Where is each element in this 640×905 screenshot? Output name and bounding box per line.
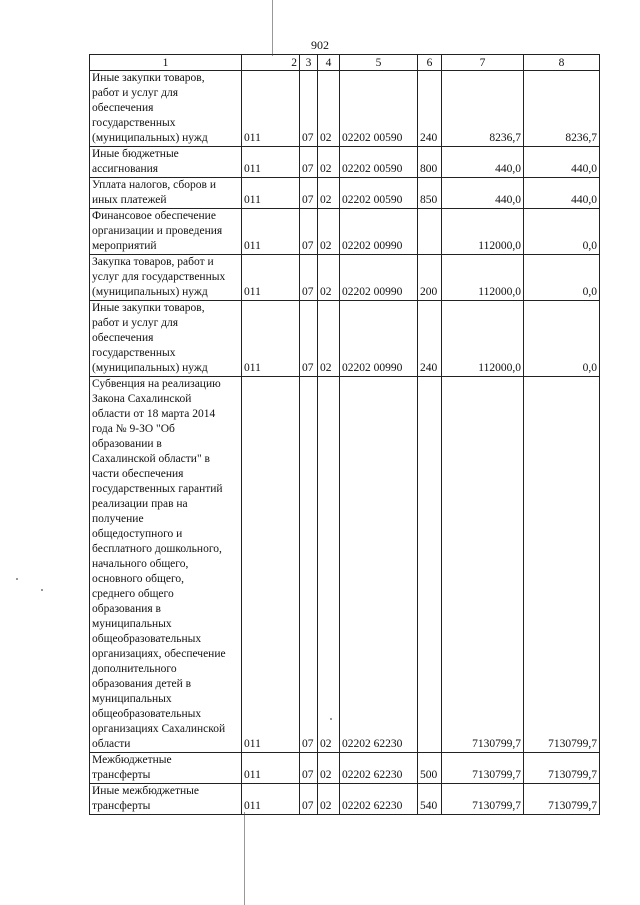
row-amount-col8: 0,0 (524, 255, 600, 301)
header-row (90, 55, 600, 71)
row-code-subsection: 02 (318, 178, 340, 209)
row-code-target: 02202 00590 (340, 178, 418, 209)
row-code-ministry: 011 (242, 71, 300, 147)
row-code-ministry: 011 (242, 377, 300, 753)
row-code-expense-type: 240 (418, 71, 442, 147)
row-code-expense-type: 800 (418, 147, 442, 178)
table-row (90, 147, 600, 178)
row-code-ministry: 011 (242, 255, 300, 301)
row-amount-col7: 8236,7 (442, 71, 524, 147)
row-code-target: 02202 00590 (340, 71, 418, 147)
scan-speck (41, 589, 43, 591)
row-amount-col8: 7130799,7 (524, 784, 600, 815)
row-name: Иные межбюджетные трансферты (90, 784, 242, 815)
row-code-section: 07 (300, 255, 318, 301)
scan-fold-line (272, 0, 273, 56)
scan-fold-line (244, 812, 245, 905)
col-header-5: 5 (340, 55, 418, 71)
row-amount-col7: 440,0 (442, 147, 524, 178)
row-amount-col7: 112000,0 (442, 209, 524, 255)
row-code-section: 07 (300, 784, 318, 815)
row-code-section: 07 (300, 71, 318, 147)
row-amount-col7: 440,0 (442, 178, 524, 209)
row-code-ministry: 011 (242, 147, 300, 178)
row-amount-col8: 0,0 (524, 209, 600, 255)
col-header-1: 1 (90, 55, 242, 71)
row-code-section: 07 (300, 209, 318, 255)
row-name: Иные закупки товаров, работ и услуг для обеспечения государственных (муниципальных) нужд (90, 71, 242, 147)
row-code-section: 07 (300, 178, 318, 209)
table-row (90, 71, 600, 147)
scan-speck (330, 718, 332, 720)
table-row (90, 784, 600, 815)
table-row (90, 301, 600, 377)
row-amount-col8: 440,0 (524, 178, 600, 209)
row-name: Закупка товаров, работ и услуг для государственных (муниципальных) нужд (90, 255, 242, 301)
row-name: Иные закупки товаров, работ и услуг для обеспечения государственных (муниципальных) нужд (90, 301, 242, 377)
row-code-subsection: 02 (318, 209, 340, 255)
row-code-subsection: 02 (318, 255, 340, 301)
row-code-subsection: 02 (318, 377, 340, 753)
row-amount-col8: 7130799,7 (524, 377, 600, 753)
table-row (90, 209, 600, 255)
col-header-3: 3 (300, 55, 318, 71)
row-code-target: 02202 62230 (340, 377, 418, 753)
row-code-expense-type (418, 377, 442, 753)
row-amount-col7: 112000,0 (442, 301, 524, 377)
row-amount-col8: 7130799,7 (524, 753, 600, 784)
row-code-subsection: 02 (318, 301, 340, 377)
row-name: Межбюджетные трансферты (90, 753, 242, 784)
row-amount-col7: 7130799,7 (442, 753, 524, 784)
row-code-section: 07 (300, 753, 318, 784)
row-code-expense-type: 200 (418, 255, 442, 301)
row-amount-col8: 440,0 (524, 147, 600, 178)
row-name: Уплата налогов, сборов и иных платежей (90, 178, 242, 209)
row-name: Иные бюджетные ассигнования (90, 147, 242, 178)
row-code-target: 02202 00990 (340, 255, 418, 301)
row-code-subsection: 02 (318, 71, 340, 147)
row-code-target: 02202 00990 (340, 209, 418, 255)
scan-speck (16, 578, 18, 580)
row-code-expense-type: 240 (418, 301, 442, 377)
row-code-target: 02202 00990 (340, 301, 418, 377)
col-header-8: 8 (524, 55, 600, 71)
row-code-ministry: 011 (242, 784, 300, 815)
row-amount-col8: 8236,7 (524, 71, 600, 147)
row-code-target: 02202 62230 (340, 784, 418, 815)
col-header-4: 4 (318, 55, 340, 71)
table-row (90, 178, 600, 209)
col-header-6: 6 (418, 55, 442, 71)
row-code-ministry: 011 (242, 178, 300, 209)
row-amount-col7: 112000,0 (442, 255, 524, 301)
table-row (90, 255, 600, 301)
col-header-7: 7 (442, 55, 524, 71)
row-code-expense-type: 850 (418, 178, 442, 209)
row-amount-col8: 0,0 (524, 301, 600, 377)
row-code-expense-type: 540 (418, 784, 442, 815)
row-code-subsection: 02 (318, 147, 340, 178)
row-code-ministry: 011 (242, 209, 300, 255)
row-code-ministry: 011 (242, 753, 300, 784)
row-code-target: 02202 62230 (340, 753, 418, 784)
row-code-section: 07 (300, 147, 318, 178)
row-code-section: 07 (300, 377, 318, 753)
table-row (90, 377, 600, 753)
budget-table (89, 54, 600, 815)
row-name: Субвенция на реализацию Закона Сахалинской области от 18 марта 2014 года № 9-ЗО "Об образовании в Сахалинской области" в части обеспечения государственных гарантий реализации прав на получение общедоступного и бесплатного дошкольного, начального общего, основного общего, среднего общего образования в муниципальных общеобразовательных организациях, обеспечение дополнительного образования детей в муниципальных общеобразовательных организациях Сахалинской области (90, 377, 242, 753)
row-name: Финансовое обеспечение организации и проведения мероприятий (90, 209, 242, 255)
row-code-expense-type: 500 (418, 753, 442, 784)
row-code-expense-type (418, 209, 442, 255)
row-amount-col7: 7130799,7 (442, 784, 524, 815)
row-amount-col7: 7130799,7 (442, 377, 524, 753)
page-number: 902 (311, 38, 329, 52)
row-code-subsection: 02 (318, 753, 340, 784)
col-header-2: 2 (242, 55, 300, 71)
table-row (90, 753, 600, 784)
row-code-section: 07 (300, 301, 318, 377)
row-code-ministry: 011 (242, 301, 300, 377)
row-code-target: 02202 00590 (340, 147, 418, 178)
row-code-subsection: 02 (318, 784, 340, 815)
